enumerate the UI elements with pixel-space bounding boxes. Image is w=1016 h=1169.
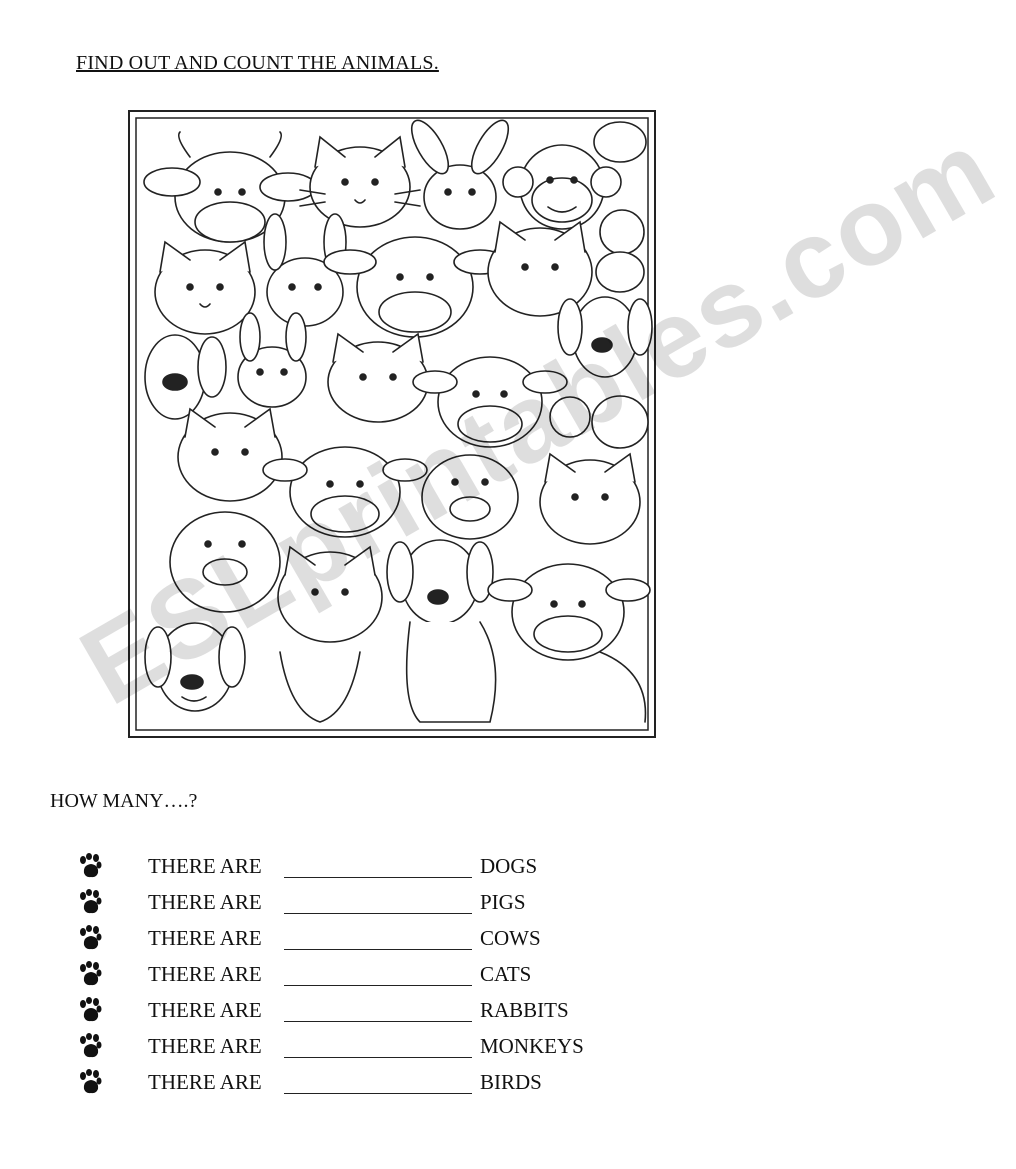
bird-icon	[594, 122, 646, 292]
watermark: ESLprintables.com	[61, 106, 1015, 729]
dog-icon	[145, 335, 226, 419]
cat-icon	[155, 242, 255, 334]
cow-icon	[324, 237, 506, 337]
cat-icon	[178, 409, 282, 501]
paw-icon	[78, 997, 102, 1023]
cow-icon	[263, 447, 427, 537]
pig-icon	[422, 455, 518, 539]
paw-icon	[78, 1069, 102, 1095]
cat-icon	[300, 137, 420, 227]
worksheet-title: FIND OUT AND COUNT THE ANIMALS.	[76, 52, 439, 74]
cat-icon	[328, 334, 428, 422]
answer-blank[interactable]	[284, 855, 472, 878]
cow-icon	[488, 564, 650, 722]
cow-icon	[413, 357, 567, 447]
answer-row-dogs	[78, 848, 698, 884]
answer-row-pigs	[78, 884, 698, 920]
answer-lead: THERE ARE	[148, 925, 262, 950]
answer-lead: THERE ARE	[148, 889, 262, 914]
answer-blank[interactable]	[284, 999, 472, 1022]
answer-list	[78, 848, 698, 1100]
answer-row-birds	[78, 1064, 698, 1100]
animal-label: MONKEYS	[480, 1033, 584, 1058]
answer-lead: THERE ARE	[148, 853, 262, 878]
answer-blank[interactable]	[284, 1035, 472, 1058]
answer-blank[interactable]	[284, 1071, 472, 1094]
animals-drawing	[130, 112, 654, 736]
dog-icon	[387, 540, 496, 722]
bird-icon	[550, 396, 648, 448]
answer-lead: THERE ARE	[148, 1033, 262, 1058]
answer-lead: THERE ARE	[148, 997, 262, 1022]
animal-label: BIRDS	[480, 1069, 542, 1094]
answer-row-rabbits	[78, 992, 698, 1028]
answer-blank[interactable]	[284, 927, 472, 950]
answer-lead: THERE ARE	[148, 1069, 262, 1094]
cat-icon	[540, 454, 640, 544]
animal-label: COWS	[480, 925, 541, 950]
dog-icon	[145, 623, 245, 711]
animal-label: DOGS	[480, 853, 538, 878]
animal-label: PIGS	[480, 889, 526, 914]
answer-blank[interactable]	[284, 891, 472, 914]
rabbit-icon	[238, 313, 306, 407]
animal-label: CATS	[480, 961, 532, 986]
animals-picture	[128, 110, 656, 738]
answer-row-cats	[78, 956, 698, 992]
paw-icon	[78, 961, 102, 987]
answer-blank[interactable]	[284, 963, 472, 986]
paw-icon	[78, 1033, 102, 1059]
paw-icon	[78, 853, 102, 879]
answer-lead: THERE ARE	[148, 961, 262, 986]
animal-label: RABBITS	[480, 997, 569, 1022]
cat-icon	[278, 547, 382, 722]
dog-icon	[558, 297, 652, 377]
answer-row-monkeys	[78, 1028, 698, 1064]
question-heading: HOW MANY….?	[50, 790, 198, 812]
answer-row-cows	[78, 920, 698, 956]
paw-icon	[78, 889, 102, 915]
pig-icon	[170, 512, 280, 612]
rabbit-icon	[405, 115, 516, 229]
paw-icon	[78, 925, 102, 951]
cow-icon	[144, 132, 316, 242]
